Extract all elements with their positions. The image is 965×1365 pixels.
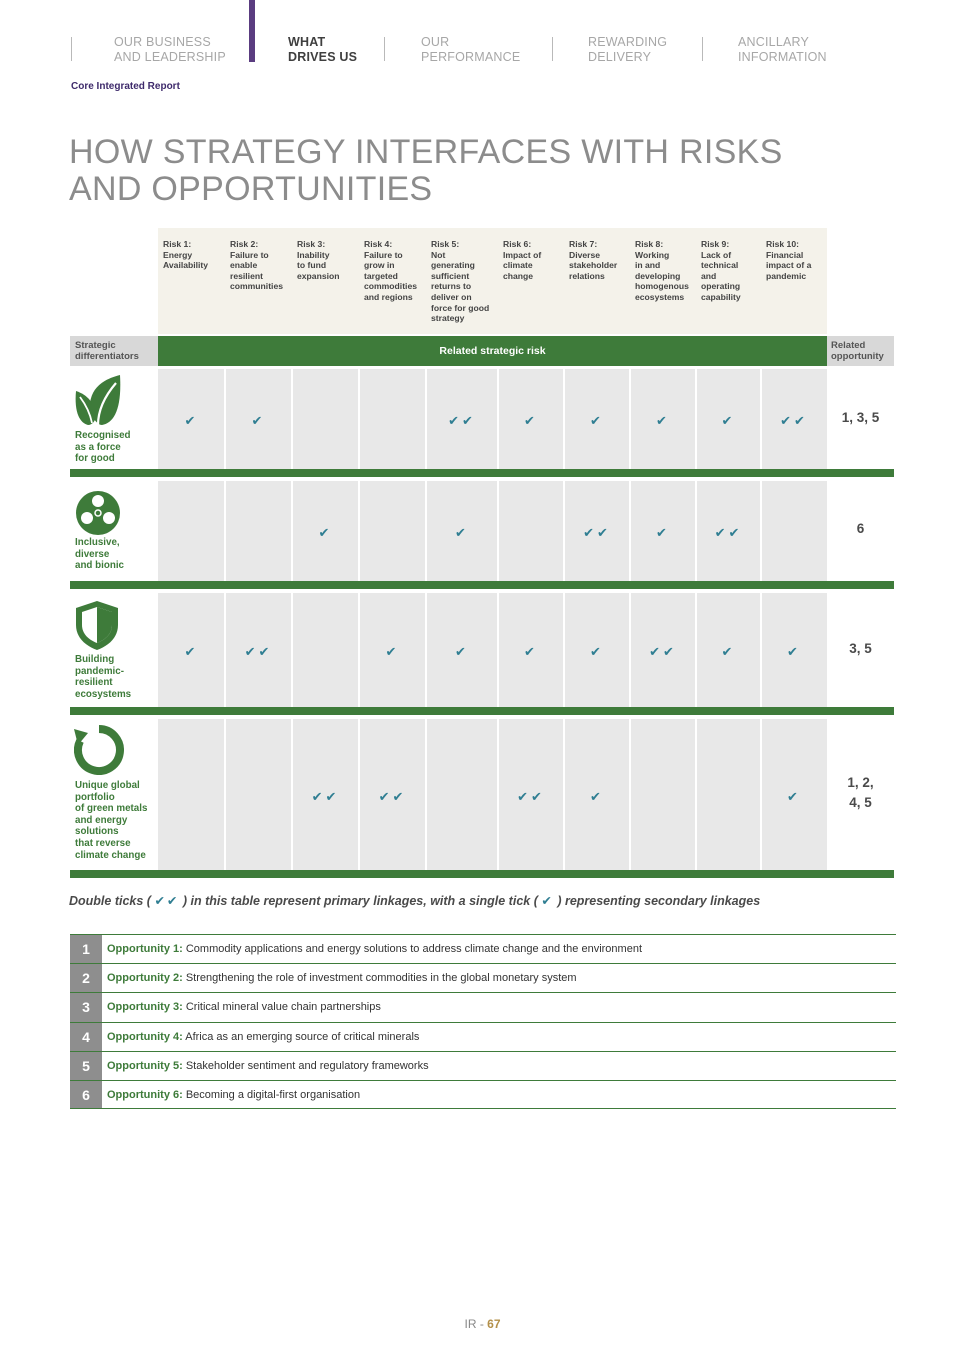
- single-tick-icon: ✔: [184, 413, 199, 428]
- opportunity-number: 2: [70, 964, 102, 992]
- double-tick-icon: ✔✔: [154, 894, 180, 908]
- related-strategic-risk-header: Related strategic risk: [158, 336, 827, 366]
- tick-legend-note: [69, 893, 760, 908]
- nav-item-line1: OUR BUSINESS: [114, 35, 211, 49]
- opportunity-label: Opportunity 5:: [107, 1059, 183, 1072]
- opportunity-row: [70, 934, 896, 963]
- opportunity-number: 3: [70, 993, 102, 1021]
- opportunity-text: [107, 1052, 429, 1080]
- risk-header-10: Risk 10: Financial impact of a pandemic: [766, 239, 812, 281]
- page-number-value: 67: [487, 1317, 501, 1331]
- nav-item-line1: ANCILLARY: [738, 35, 810, 49]
- nav-item-line2: PERFORMANCE: [421, 50, 521, 64]
- risk-header-3: Risk 3: Inability to fund expansion: [297, 239, 340, 281]
- leaf-icon: [74, 373, 122, 427]
- opportunity-number: 4: [70, 1023, 102, 1051]
- nav-item-rewarding-delivery[interactable]: [588, 35, 667, 65]
- differentiator-label: Building pandemic- resilient ecosystems: [75, 654, 132, 700]
- related-opportunity-value: 1, 2, 4, 5: [847, 775, 874, 810]
- differentiator-label: Unique global portfolio of green metals and energy solutions that reverse climate change: [75, 780, 148, 861]
- nav-item-our-business[interactable]: [114, 35, 226, 65]
- nav-divider: [384, 37, 385, 61]
- double-tick-icon: ✔✔: [583, 525, 611, 540]
- opportunity-row: [70, 992, 896, 1021]
- opportunity-description: Becoming a digital-first organisation: [185, 1088, 361, 1101]
- opportunity-label: Opportunity 2:: [107, 972, 183, 985]
- related-opportunity-value: 3, 5: [849, 641, 872, 656]
- row-background: [158, 719, 827, 870]
- page-number: [0, 1317, 965, 1331]
- single-tick-icon: ✔: [318, 525, 333, 540]
- opportunity-text: [107, 1081, 360, 1109]
- single-tick-icon: ✔: [721, 413, 736, 428]
- risk-header-4: Risk 4: Failure to grow in targeted commodities and regions: [364, 239, 418, 302]
- opportunity-description: Commodity applications and energy solutions to address climate change and the environment: [185, 943, 642, 955]
- page-title: [69, 134, 783, 208]
- nav-item-line2: AND LEADERSHIP: [114, 50, 226, 64]
- related-opportunity-value: 6: [856, 521, 865, 536]
- nav-divider: [71, 37, 72, 61]
- nav-item-what-drives-us[interactable]: [288, 35, 357, 65]
- active-nav-indicator: [249, 0, 255, 62]
- opportunity-row: [70, 1080, 896, 1109]
- nav-item-line2: INFORMATION: [738, 50, 827, 64]
- risk-header-9: Risk 9: Lack of technical and operating capability: [701, 239, 741, 302]
- opportunity-label: Opportunity 4:: [107, 1030, 183, 1043]
- single-tick-icon: ✔: [541, 894, 554, 908]
- single-tick-icon: ✔: [787, 644, 801, 659]
- people-circle-icon: [74, 489, 122, 537]
- row-divider: [70, 581, 894, 589]
- top-navigation: [0, 0, 965, 70]
- opportunity-description: Africa as an emerging source of critical minerals: [185, 1030, 420, 1043]
- single-tick-icon: ✔: [656, 413, 670, 428]
- opportunity-text: [107, 935, 642, 963]
- nav-divider: [552, 37, 553, 61]
- opportunity-description: Strengthening the role of investment commodities in the global monetary system: [185, 972, 577, 985]
- double-tick-icon: ✔✔: [780, 413, 808, 428]
- column-divider: [224, 481, 226, 581]
- note-text-end: ) representing secondary linkages: [557, 894, 761, 908]
- single-tick-icon: ✔: [656, 525, 670, 540]
- page-number-prefix: IR -: [464, 1317, 488, 1331]
- strategic-differentiators-header: Strategic differentiators: [70, 336, 158, 366]
- opportunity-description: Stakeholder sentiment and regulatory frameworks: [185, 1059, 429, 1072]
- risk-header-1: Risk 1: Energy Availability: [163, 239, 209, 271]
- column-divider: [358, 369, 360, 469]
- column-divider: [695, 719, 697, 870]
- nav-item-our-performance[interactable]: [421, 35, 520, 65]
- related-opportunity-value: 1, 3, 5: [841, 410, 880, 425]
- opportunity-row: [70, 1022, 896, 1051]
- opportunity-number: 6: [70, 1081, 102, 1108]
- single-tick-icon: ✔: [590, 413, 604, 428]
- single-tick-icon: ✔: [184, 644, 199, 659]
- nav-item-ancillary-information[interactable]: [738, 35, 827, 65]
- risk-header-8: Risk 8: Working in and developing homogenous ecosystems: [635, 239, 689, 302]
- single-tick-icon: ✔: [787, 789, 801, 804]
- row-divider: [70, 707, 894, 715]
- single-tick-icon: ✔: [385, 644, 400, 659]
- differentiator-label: Inclusive, diverse and bionic: [75, 537, 124, 572]
- opportunity-label: Opportunity 3:: [107, 1001, 183, 1014]
- opportunity-label: Opportunity 6:: [107, 1088, 183, 1101]
- differentiator-row-inclusive: [70, 481, 894, 581]
- single-tick-icon: ✔: [455, 525, 469, 540]
- risk-header-2: Risk 2: Failure to enable resilient communities: [230, 239, 284, 292]
- opportunity-label: Opportunity 1:: [107, 943, 183, 955]
- opportunity-text: [107, 964, 577, 992]
- double-tick-icon: ✔✔: [378, 789, 407, 804]
- double-tick-icon: ✔✔: [649, 644, 677, 659]
- opportunity-number: 5: [70, 1052, 102, 1080]
- single-tick-icon: ✔: [590, 644, 604, 659]
- row-divider: [70, 870, 894, 878]
- shield-icon: [74, 599, 120, 651]
- row-divider: [70, 469, 894, 477]
- risk-header-6: Risk 6: Impact of climate change: [503, 239, 542, 281]
- opportunity-number: 1: [70, 935, 102, 963]
- opportunities-list: [70, 934, 896, 1109]
- double-tick-icon: ✔✔: [714, 525, 743, 540]
- page-title-line1: HOW STRATEGY INTERFACES WITH RISKS: [69, 133, 783, 171]
- double-tick-icon: ✔✔: [311, 789, 340, 804]
- opportunity-row: [70, 963, 896, 992]
- opportunity-row: [70, 1051, 896, 1080]
- single-tick-icon: ✔: [524, 413, 538, 428]
- risk-header-5: Risk 5: Not generating sufficient returns to deliver on force for good strategy: [431, 239, 490, 324]
- single-tick-icon: ✔: [251, 413, 266, 428]
- opportunity-text: [107, 993, 381, 1021]
- single-tick-icon: ✔: [524, 644, 538, 659]
- double-tick-icon: ✔✔: [517, 789, 545, 804]
- nav-item-line1: OUR: [421, 35, 450, 49]
- double-tick-icon: ✔✔: [448, 413, 476, 428]
- nav-item-line2: DELIVERY: [588, 50, 652, 64]
- nav-item-line2: DRIVES US: [288, 50, 358, 64]
- circular-arrow-icon: [74, 725, 124, 775]
- report-tag: Core Integrated Report: [71, 81, 180, 92]
- opportunity-description: Critical mineral value chain partnerships: [185, 1001, 381, 1014]
- note-text-middle: ) in this table represent primary linkages, with a single tick (: [182, 894, 538, 908]
- differentiator-row-pandemic-resilient: [70, 593, 894, 707]
- single-tick-icon: ✔: [721, 644, 736, 659]
- note-text-start: Double ticks (: [69, 894, 151, 908]
- page-title-line2: AND OPPORTUNITIES: [69, 170, 433, 208]
- differentiator-label: Recognised as a force for good: [75, 430, 131, 465]
- risk-header-7: Risk 7: Diverse stakeholder relations: [569, 239, 618, 281]
- single-tick-icon: ✔: [590, 789, 604, 804]
- nav-item-line1: REWARDING: [588, 35, 668, 49]
- single-tick-icon: ✔: [455, 644, 469, 659]
- differentiator-row-green-metals: [70, 719, 894, 870]
- double-tick-icon: ✔✔: [244, 644, 273, 659]
- related-opportunity-header: Related opportunity: [827, 336, 894, 366]
- opportunity-text: [107, 1023, 419, 1051]
- nav-divider: [702, 37, 703, 61]
- nav-item-line1: WHAT: [288, 35, 326, 49]
- differentiator-row-force-for-good: [70, 369, 894, 469]
- column-divider: [224, 719, 226, 870]
